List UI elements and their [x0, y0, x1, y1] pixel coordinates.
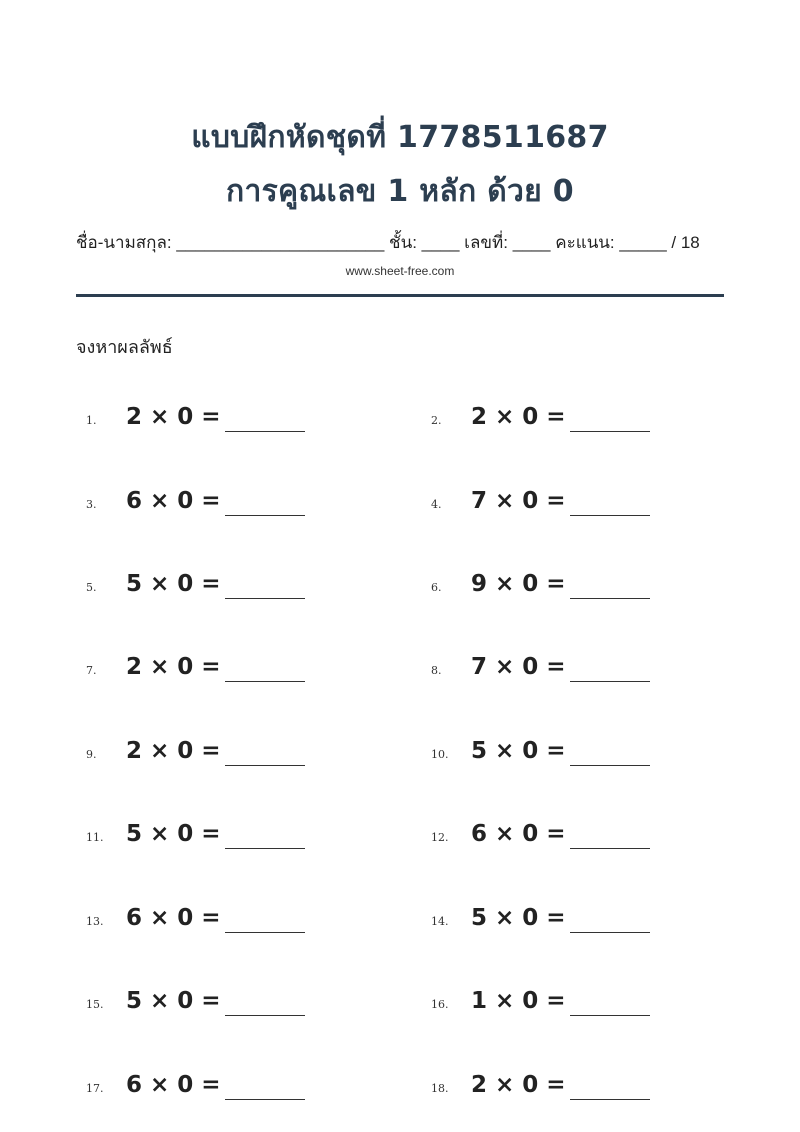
problem-item [431, 654, 751, 690]
problem-expression: 5 × 0 = [126, 988, 221, 1014]
problem-item [431, 988, 751, 1024]
answer-blank[interactable] [225, 515, 305, 516]
problem-expression: 2 × 0 = [126, 404, 221, 430]
answer-blank[interactable] [225, 932, 305, 933]
answer-blank[interactable] [570, 431, 650, 432]
problem-number: 14. [431, 915, 449, 928]
problem-number: 13. [86, 915, 104, 928]
problem-item [431, 404, 751, 440]
problem-expression: 6 × 0 = [471, 821, 566, 847]
answer-blank[interactable] [570, 932, 650, 933]
problem-number: 2. [431, 414, 442, 427]
problem-number: 1. [86, 414, 97, 427]
problem-number: 5. [86, 581, 97, 594]
problem-item [86, 905, 406, 941]
problem-item [431, 905, 751, 941]
problem-item [431, 821, 751, 857]
problem-number: 3. [86, 498, 97, 511]
problem-expression: 6 × 0 = [126, 1072, 221, 1098]
problem-number: 18. [431, 1082, 449, 1095]
answer-blank[interactable] [225, 431, 305, 432]
student-info-line: ชื่อ-นามสกุล: ______________________ ชั้น: ____ เลขที่: ____ คะแนน: _____ / 18 [76, 233, 700, 252]
problem-expression: 5 × 0 = [126, 821, 221, 847]
problem-item [86, 738, 406, 774]
answer-blank[interactable] [225, 765, 305, 766]
website-url: www.sheet-free.com [345, 264, 455, 278]
problem-item [86, 988, 406, 1024]
problem-number: 7. [86, 664, 97, 677]
problem-expression: 2 × 0 = [471, 1072, 566, 1098]
problem-number: 15. [86, 998, 104, 1011]
problem-expression: 5 × 0 = [126, 571, 221, 597]
problem-number: 8. [431, 664, 442, 677]
problem-number: 4. [431, 498, 442, 511]
problem-number: 16. [431, 998, 449, 1011]
problem-item [86, 571, 406, 607]
answer-blank[interactable] [570, 1099, 650, 1100]
answer-blank[interactable] [570, 765, 650, 766]
problem-expression: 7 × 0 = [471, 488, 566, 514]
problem-expression: 9 × 0 = [471, 571, 566, 597]
problem-number: 6. [431, 581, 442, 594]
problem-number: 17. [86, 1082, 104, 1095]
problem-item [86, 821, 406, 857]
instruction-text: จงหาผลลัพธ์ [76, 337, 173, 357]
answer-blank[interactable] [570, 515, 650, 516]
answer-blank[interactable] [570, 598, 650, 599]
problem-item [431, 1072, 751, 1108]
problem-number: 10. [431, 748, 449, 761]
answer-blank[interactable] [225, 1015, 305, 1016]
problem-expression: 1 × 0 = [471, 988, 566, 1014]
answer-blank[interactable] [225, 598, 305, 599]
answer-blank[interactable] [570, 848, 650, 849]
answer-blank[interactable] [225, 848, 305, 849]
answer-blank[interactable] [570, 1015, 650, 1016]
answer-blank[interactable] [225, 1099, 305, 1100]
problem-expression: 2 × 0 = [126, 654, 221, 680]
problem-item [431, 488, 751, 524]
problem-item [86, 1072, 406, 1108]
problem-expression: 6 × 0 = [126, 905, 221, 931]
problem-item [86, 404, 406, 440]
problem-expression: 2 × 0 = [471, 404, 566, 430]
problem-expression: 5 × 0 = [471, 738, 566, 764]
problem-number: 9. [86, 748, 97, 761]
worksheet-subtitle: การคูณเลข 1 หลัก ด้วย 0 [226, 174, 574, 209]
problem-expression: 5 × 0 = [471, 905, 566, 931]
worksheet-title: แบบฝึกหัดชุดที่ 1778511687 [191, 120, 609, 155]
problem-expression: 7 × 0 = [471, 654, 566, 680]
problem-item [431, 571, 751, 607]
problem-number: 11. [86, 831, 104, 844]
problem-item [86, 488, 406, 524]
problem-expression: 6 × 0 = [126, 488, 221, 514]
problem-number: 12. [431, 831, 449, 844]
problem-item [86, 654, 406, 690]
answer-blank[interactable] [570, 681, 650, 682]
problem-item [431, 738, 751, 774]
problem-expression: 2 × 0 = [126, 738, 221, 764]
answer-blank[interactable] [225, 681, 305, 682]
